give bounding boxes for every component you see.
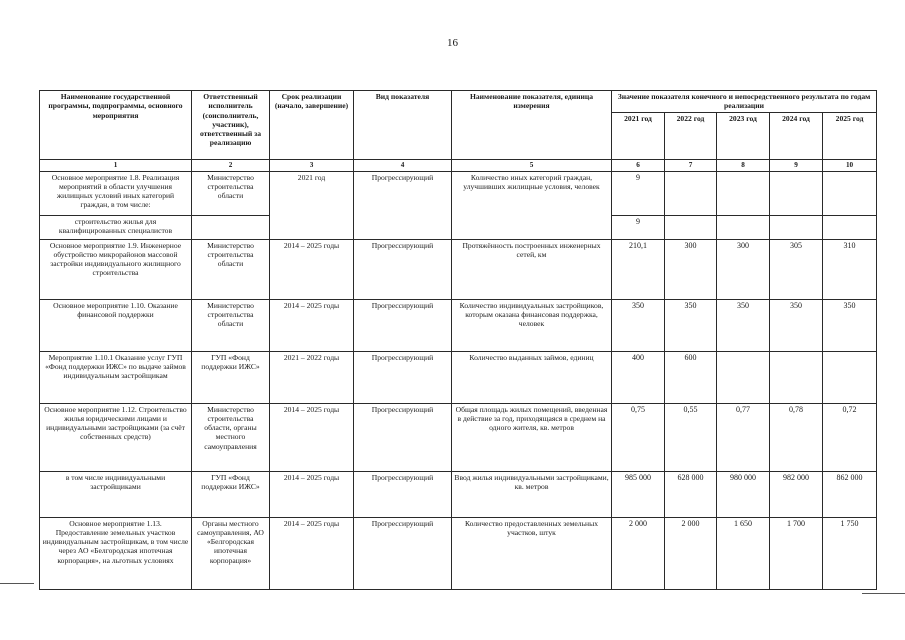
header-executor: Ответственный исполнитель (соисполнитель, участник), ответственный за реализацию xyxy=(192,91,270,160)
value-2025: 1 750 xyxy=(823,517,877,589)
table-row xyxy=(40,239,877,299)
value-2024: 982 000 xyxy=(770,471,823,517)
program-name: Основное мероприятие 1.13. Предоставление земельных участков индивидуальным застройщикам, в том числе через АО «Белгородская ипотечная корпорация», на льготных условиях xyxy=(40,517,192,589)
value-2025: 0,72 xyxy=(823,403,877,471)
indicator-type: Прогрессирующий xyxy=(354,171,452,239)
value-2024 xyxy=(770,171,823,215)
column-number: 3 xyxy=(270,159,354,171)
column-number: 9 xyxy=(770,159,823,171)
value-2021: 0,75 xyxy=(612,403,665,471)
period: 2014 – 2025 годы xyxy=(270,471,354,517)
header-values-group: Значение показателя конечного и непосредственного результата по годам реализации xyxy=(612,91,877,113)
value-2021: 350 xyxy=(612,299,665,351)
executor: ГУП «Фонд поддержки ИЖС» xyxy=(192,471,270,517)
value-2024: 1 700 xyxy=(770,517,823,589)
header-period: Срок реализации (начало, завершение) xyxy=(270,91,354,160)
header-year: 2025 год xyxy=(823,112,877,159)
period: 2014 – 2025 годы xyxy=(270,517,354,589)
value-2021: 9 xyxy=(612,215,665,239)
column-number: 5 xyxy=(452,159,612,171)
header-year: 2024 год xyxy=(770,112,823,159)
value-2025 xyxy=(823,171,877,215)
value-2022: 0,55 xyxy=(665,403,717,471)
executor: ГУП «Фонд поддержки ИЖС» xyxy=(192,351,270,403)
indicator-name: Ввод жилья индивидуальными застройщиками, кв. метров xyxy=(452,471,612,517)
indicator-type: Прогрессирующий xyxy=(354,403,452,471)
column-number: 2 xyxy=(192,159,270,171)
scan-artifact-line xyxy=(0,583,34,584)
program-name: строительство жилья для квалифицированных специалистов xyxy=(40,215,192,239)
page-number: 16 xyxy=(447,37,458,49)
header-indicator-type: Вид показателя xyxy=(354,91,452,160)
indicator-name: Общая площадь жилых помещений, введенная в действие за год, приходящаяся в среднем на одного жителя, кв. метров xyxy=(452,403,612,471)
value-2023 xyxy=(717,215,770,239)
indicator-name: Количество выданных займов, единиц xyxy=(452,351,612,403)
indicator-name: Протяжённость построенных инженерных сетей, км xyxy=(452,239,612,299)
program-name: Основное мероприятие 1.12. Строительство жилья юридическими лицами и индивидуальными застройщиками (за счёт собственных средств) xyxy=(40,403,192,471)
value-2022 xyxy=(665,171,717,215)
table-row xyxy=(40,517,877,589)
value-2021: 985 000 xyxy=(612,471,665,517)
value-2024: 305 xyxy=(770,239,823,299)
value-2023 xyxy=(717,171,770,215)
value-2022: 600 xyxy=(665,351,717,403)
program-name: Мероприятие 1.10.1 Оказание услуг ГУП «Фонд поддержки ИЖС» по выдаче займов индивидуальным застройщикам xyxy=(40,351,192,403)
value-2024 xyxy=(770,351,823,403)
value-2021: 210,1 xyxy=(612,239,665,299)
header-year: 2021 год xyxy=(612,112,665,159)
value-2025 xyxy=(823,351,877,403)
period: 2021 год xyxy=(270,171,354,239)
indicator-type: Прогрессирующий xyxy=(354,351,452,403)
table-row xyxy=(40,471,877,517)
header-indicator-name: Наименование показателя, единица измерения xyxy=(452,91,612,160)
value-2025: 862 000 xyxy=(823,471,877,517)
value-2023: 980 000 xyxy=(717,471,770,517)
value-2023: 0,77 xyxy=(717,403,770,471)
value-2023: 350 xyxy=(717,299,770,351)
indicators-table xyxy=(39,90,877,590)
column-number: 8 xyxy=(717,159,770,171)
value-2024: 0,78 xyxy=(770,403,823,471)
value-2021: 2 000 xyxy=(612,517,665,589)
column-number: 6 xyxy=(612,159,665,171)
program-name: Основное мероприятие 1.9. Инженерное обустройство микрорайонов массовой застройки индивидуального жилищного строительства xyxy=(40,239,192,299)
executor: Министерство строительства области xyxy=(192,171,270,215)
indicator-type: Прогрессирующий xyxy=(354,471,452,517)
program-name: Основное мероприятие 1.10. Оказание финансовой поддержки xyxy=(40,299,192,351)
value-2024: 350 xyxy=(770,299,823,351)
indicator-type: Прогрессирующий xyxy=(354,517,452,589)
program-name: в том числе индивидуальными застройщиками xyxy=(40,471,192,517)
table-row xyxy=(40,171,877,215)
program-name: Основное мероприятие 1.8. Реализация мероприятий в области улучшения жилищных условий иных категорий граждан, в том числе: xyxy=(40,171,192,215)
scan-artifact-line xyxy=(862,593,905,594)
value-2025: 350 xyxy=(823,299,877,351)
column-number: 1 xyxy=(40,159,192,171)
indicator-name: Количество индивидуальных застройщиков, которым оказана финансовая поддержка, человек xyxy=(452,299,612,351)
table-row xyxy=(40,403,877,471)
value-2022 xyxy=(665,215,717,239)
indicator-type: Прогрессирующий xyxy=(354,239,452,299)
value-2025: 310 xyxy=(823,239,877,299)
period: 2014 – 2025 годы xyxy=(270,299,354,351)
header-year: 2022 год xyxy=(665,112,717,159)
table-row xyxy=(40,299,877,351)
value-2022: 350 xyxy=(665,299,717,351)
value-2022: 2 000 xyxy=(665,517,717,589)
table-header-row xyxy=(40,91,877,113)
value-2021: 9 xyxy=(612,171,665,215)
value-2021: 400 xyxy=(612,351,665,403)
value-2022: 300 xyxy=(665,239,717,299)
indicator-name: Количество иных категорий граждан, улучшивших жилищные условия, человек xyxy=(452,171,612,239)
executor: Органы местного самоуправления, АО «Белгородская ипотечная корпорация» xyxy=(192,517,270,589)
value-2025 xyxy=(823,215,877,239)
value-2024 xyxy=(770,215,823,239)
value-2023: 1 650 xyxy=(717,517,770,589)
column-number: 7 xyxy=(665,159,717,171)
value-2023: 300 xyxy=(717,239,770,299)
header-year: 2023 год xyxy=(717,112,770,159)
column-number: 4 xyxy=(354,159,452,171)
column-number: 10 xyxy=(823,159,877,171)
period: 2021 – 2022 годы xyxy=(270,351,354,403)
executor: Министерство строительства области xyxy=(192,299,270,351)
period: 2014 – 2025 годы xyxy=(270,239,354,299)
period: 2014 – 2025 годы xyxy=(270,403,354,471)
column-numbers-row xyxy=(40,159,877,171)
value-2023 xyxy=(717,351,770,403)
table-row xyxy=(40,351,877,403)
executor: Министерство строительства области xyxy=(192,239,270,299)
indicator-name: Количество предоставленных земельных участков, штук xyxy=(452,517,612,589)
header-program-name: Наименование государственной программы, подпрограммы, основного мероприятия xyxy=(40,91,192,160)
value-2022: 628 000 xyxy=(665,471,717,517)
executor xyxy=(192,215,270,239)
executor: Министерство строительства области, органы местного самоуправления xyxy=(192,403,270,471)
indicator-type: Прогрессирующий xyxy=(354,299,452,351)
